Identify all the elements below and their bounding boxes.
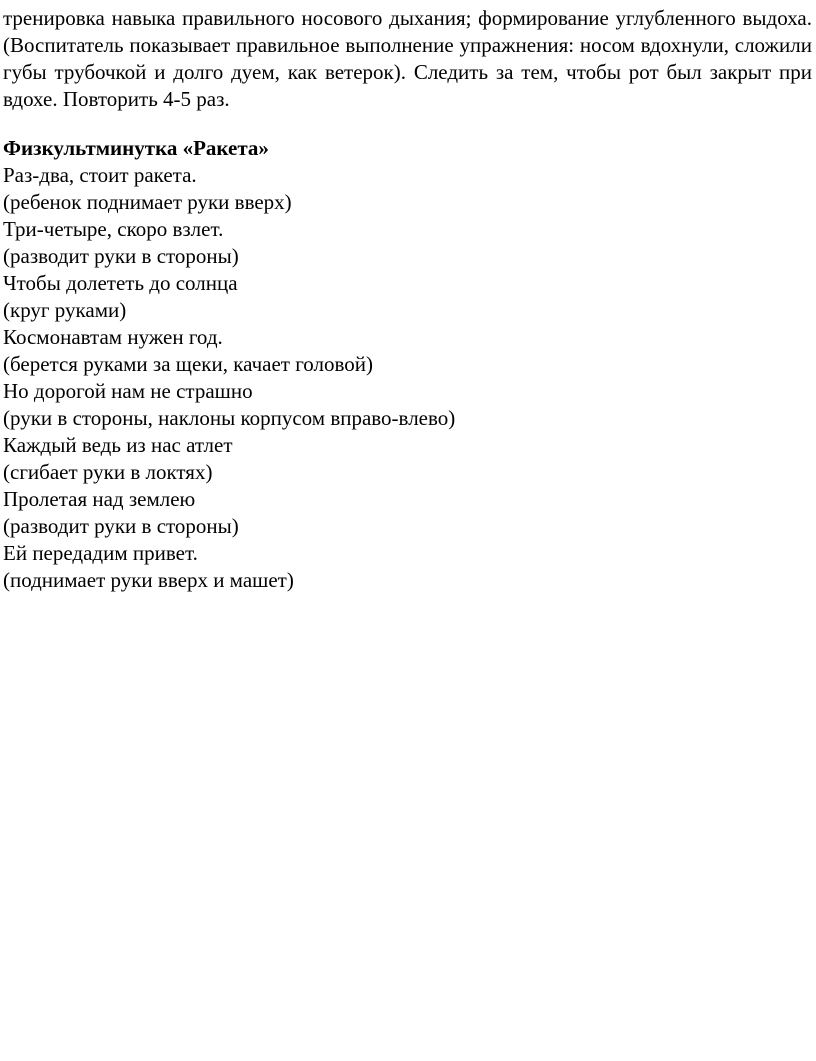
rhyme-line: Пролетая над землею — [3, 487, 196, 511]
rhyme-line: Ей передадим привет. — [3, 541, 198, 565]
action-line: (поднимает руки вверх и машет) — [3, 568, 294, 592]
intro-paragraph: тренировка навыка правильного носового дыхания; формирование углубленного выдоха. (Воспитатель показывает правильное выполнение упражнения: носом вдохнули, сложили губы трубочкой и долго дуем, как ветерок). Следить за тем, чтобы рот был закрыт при вдохе. Повторить 4-5 раз. — [3, 6, 812, 111]
rhyme-line: Космонавтам нужен год. — [3, 325, 223, 349]
section-title: Физкультминутка «Ракета» — [3, 136, 269, 160]
exercise-section — [3, 135, 812, 594]
rhyme-line: Но дорогой нам не страшно — [3, 379, 253, 403]
rhyme-line: Чтобы долететь до солнца — [3, 271, 238, 295]
action-line: (сгибает руки в локтях) — [3, 460, 213, 484]
action-line: (разводит руки в стороны) — [3, 244, 239, 268]
action-line: (разводит руки в стороны) — [3, 514, 239, 538]
rhyme-line: Раз-два, стоит ракета. — [3, 163, 197, 187]
action-line: (круг руками) — [3, 298, 127, 322]
rhyme-line: Каждый ведь из нас атлет — [3, 433, 233, 457]
action-line: (руки в стороны, наклоны корпусом вправо-влево) — [3, 406, 456, 430]
action-line: (ребенок поднимает руки вверх) — [3, 190, 292, 214]
action-line: (берется руками за щеки, качает головой) — [3, 352, 374, 376]
rhyme-line: Три-четыре, скоро взлет. — [3, 217, 224, 241]
rhyme-lines — [3, 162, 812, 594]
